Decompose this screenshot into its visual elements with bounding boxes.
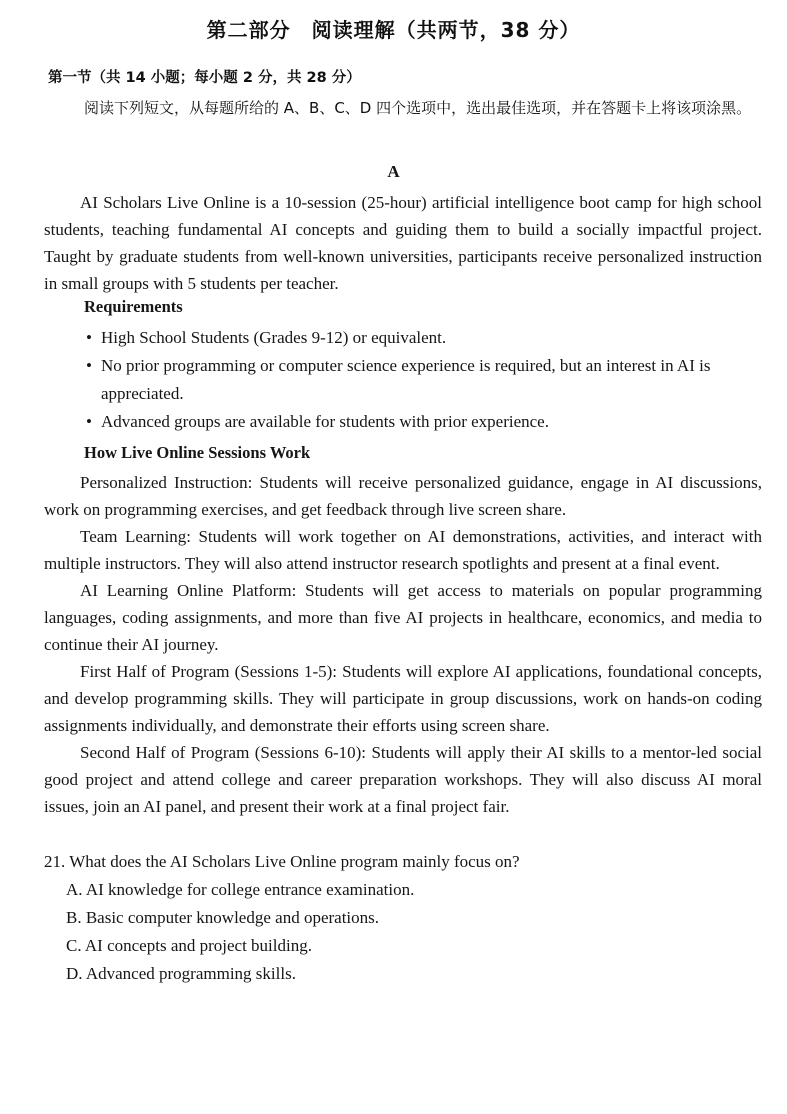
session-paragraph: Second Half of Program (Sessions 6-10): Students will apply their AI skills to a mentor-led social good project and attend college and career preparation workshops. They will also discuss AI moral issues, join an AI panel, and present their work at a final project fair.: [44, 743, 762, 816]
instructions: 阅读下列短文，从每题所给的 A、B、C、D 四个选项中，选出最佳选项，并在答题卡上将该项涂黑。: [84, 99, 752, 117]
session-paragraph: AI Learning Online Platform: Students will get access to materials on popular programming languages, coding assignments, and more than five AI projects in healthcare, economics, and media to continue their AI journey.: [44, 581, 762, 654]
answer-options: [66, 876, 414, 988]
answer-option-c: C. AI concepts and project building.: [66, 936, 312, 955]
requirements-list: [84, 324, 760, 436]
part-title: 第二部分 阅读理解（共两节，38 分）: [206, 18, 581, 42]
answer-option-a: A. AI knowledge for college entrance examination.: [66, 880, 415, 899]
question-stem: 21. What does the AI Scholars Live Online program mainly focus on?: [44, 852, 520, 871]
passage-intro: AI Scholars Live Online is a 10-session (25-hour) artificial intelligence boot camp for high school students, teaching fundamental AI concepts and guiding them to build a socially impactful project. Taught by graduate students from well-known universities, participants receive personalized instruction in small groups with 5 students per teacher.: [44, 193, 762, 293]
requirement-item: • High School Students (Grades 9-12) or equivalent.: [84, 324, 760, 352]
section-heading: 第一节（共 14 小题；每小题 2 分，共 28 分）: [48, 70, 361, 86]
answer-option-d: D. Advanced programming skills.: [66, 964, 296, 983]
sessions-heading: How Live Online Sessions Work: [84, 443, 311, 462]
session-paragraph: Personalized Instruction: Students will receive personalized guidance, engage in AI discussions, work on programming exercises, and get feedback through live screen share.: [44, 473, 762, 519]
session-paragraph: First Half of Program (Sessions 1-5): Students will explore AI applications, foundational concepts, and develop programming skills. They will participate in group discussions, work on hands-on coding assignments individually, and demonstrate their efforts using screen share.: [44, 662, 762, 735]
requirements-heading: Requirements: [84, 297, 183, 316]
passage-letter: A: [387, 162, 400, 181]
session-paragraph: Team Learning: Students will work together on AI demonstrations, activities, and interact with multiple instructors. They will also attend instructor research spotlights and present at a final event.: [44, 527, 762, 573]
answer-option-b: B. Basic computer knowledge and operations.: [66, 908, 380, 927]
requirement-item: • Advanced groups are available for students with prior experience.: [84, 408, 760, 436]
sessions-block: [44, 469, 762, 820]
passage-intro-block: [44, 189, 762, 297]
requirement-item: • No prior programming or computer science experience is required, but an interest in AI is appreciated.: [84, 352, 760, 408]
